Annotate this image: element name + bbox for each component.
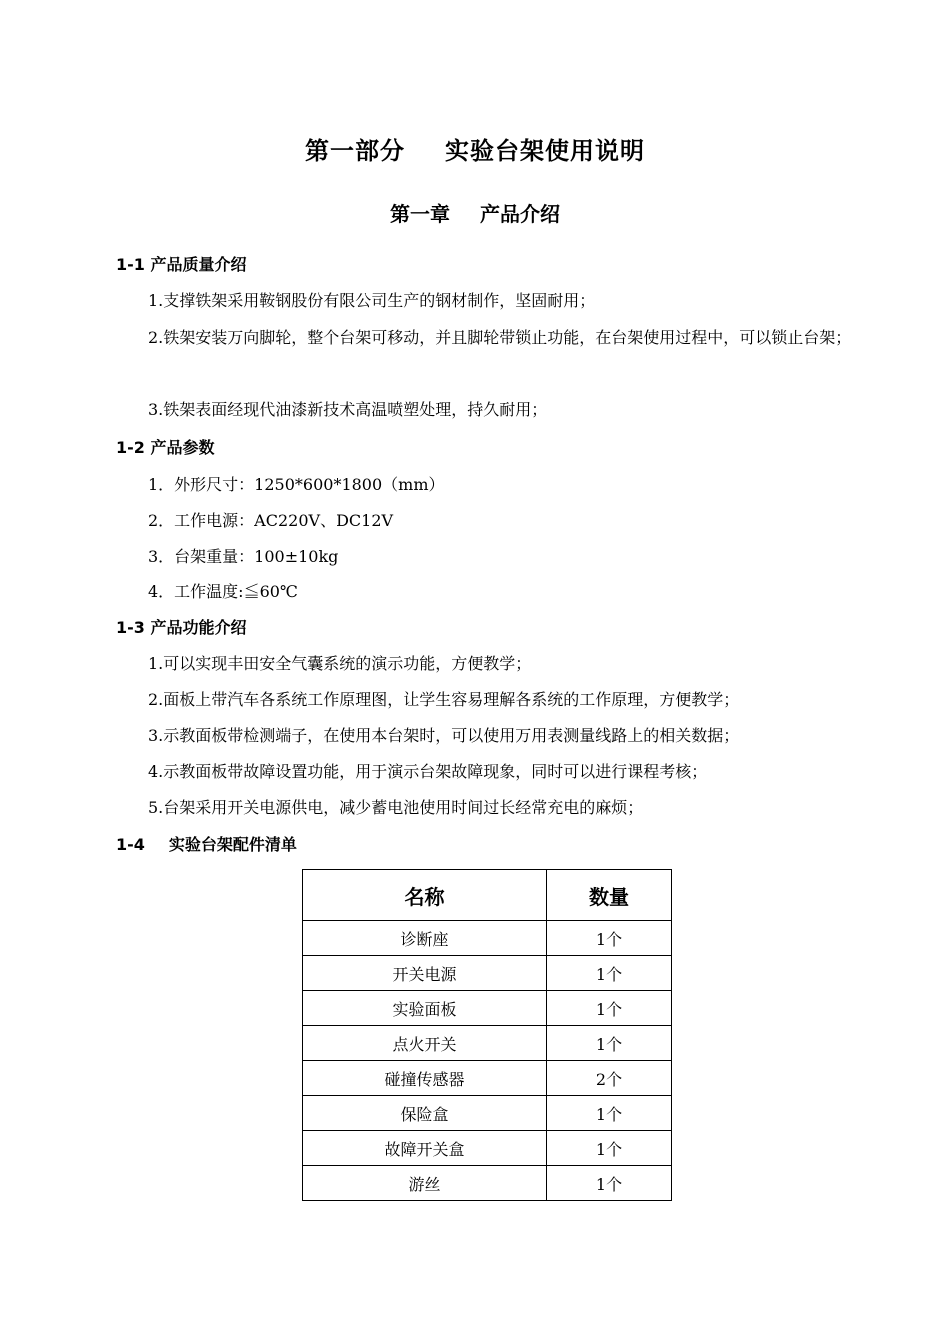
part-quantity: 1个 — [547, 1166, 672, 1201]
title-name: 实验台架使用说明 — [445, 137, 645, 165]
section-heading-1-2: 1-2 产品参数 — [116, 438, 215, 457]
part-quantity: 1个 — [547, 1096, 672, 1131]
part-quantity: 2个 — [547, 1061, 672, 1096]
part-name: 点火开关 — [303, 1026, 547, 1061]
section-title: 实验台架配件清单 — [168, 835, 297, 854]
table-row — [303, 1026, 672, 1061]
section-heading-1-4 — [116, 833, 297, 857]
title-part: 第一部分 — [305, 137, 405, 165]
function-item: 2.面板上带汽车各系统工作原理图，让学生容易理解各系统的工作原理，方便教学； — [148, 690, 740, 709]
table-row — [303, 1131, 672, 1166]
table-row — [303, 991, 672, 1026]
chapter-name: 产品介绍 — [480, 202, 560, 226]
part-name: 实验面板 — [303, 991, 547, 1026]
chapter-title — [0, 198, 950, 230]
table-row — [303, 956, 672, 991]
parts-table — [302, 869, 672, 1201]
table-row — [303, 1096, 672, 1131]
paragraph: 2.铁架安装万向脚轮，整个台架可移动，并且脚轮带锁止功能，在台架使用过程中，可以锁止台架； — [148, 328, 852, 347]
part-name: 故障开关盒 — [303, 1131, 547, 1166]
section-heading-1-1: 1-1 产品质量介绍 — [116, 255, 247, 274]
parameter-item: 3．台架重量：100±10kg — [148, 547, 339, 566]
parameter-item: 4．工作温度:≦60℃ — [148, 582, 298, 601]
paragraph: 3.铁架表面经现代油漆新技术高温喷塑处理，持久耐用； — [148, 400, 548, 419]
part-quantity: 1个 — [547, 1026, 672, 1061]
chapter-number: 第一章 — [390, 202, 450, 226]
part-name: 开关电源 — [303, 956, 547, 991]
part-name: 游丝 — [303, 1166, 547, 1201]
column-header-name: 名称 — [303, 870, 547, 921]
part-name: 碰撞传感器 — [303, 1061, 547, 1096]
document-title — [0, 133, 950, 169]
function-item: 5.台架采用开关电源供电，减少蓄电池使用时间过长经常充电的麻烦； — [148, 798, 644, 817]
part-name: 诊断座 — [303, 921, 547, 956]
function-item: 1.可以实现丰田安全气囊系统的演示功能，方便教学； — [148, 654, 532, 673]
part-quantity: 1个 — [547, 956, 672, 991]
table-header-row — [303, 870, 672, 921]
part-quantity: 1个 — [547, 991, 672, 1026]
function-item: 4.示教面板带故障设置功能，用于演示台架故障现象，同时可以进行课程考核； — [148, 762, 708, 781]
column-header-quantity: 数量 — [547, 870, 672, 921]
part-quantity: 1个 — [547, 921, 672, 956]
part-name: 保险盒 — [303, 1096, 547, 1131]
part-quantity: 1个 — [547, 1131, 672, 1166]
parameter-item: 2．工作电源：AC220V、DC12V — [148, 511, 394, 530]
function-item: 3.示教面板带检测端子，在使用本台架时，可以使用万用表测量线路上的相关数据； — [148, 726, 740, 745]
section-heading-1-3: 1-3 产品功能介绍 — [116, 618, 247, 637]
table-row — [303, 921, 672, 956]
parameter-item: 1．外形尺寸：1250*600*1800（mm） — [148, 475, 445, 494]
paragraph: 1.支撑铁架采用鞍钢股份有限公司生产的钢材制作，坚固耐用； — [148, 291, 596, 310]
table-row — [303, 1166, 672, 1201]
table-row — [303, 1061, 672, 1096]
section-number: 1-4 — [116, 835, 145, 854]
